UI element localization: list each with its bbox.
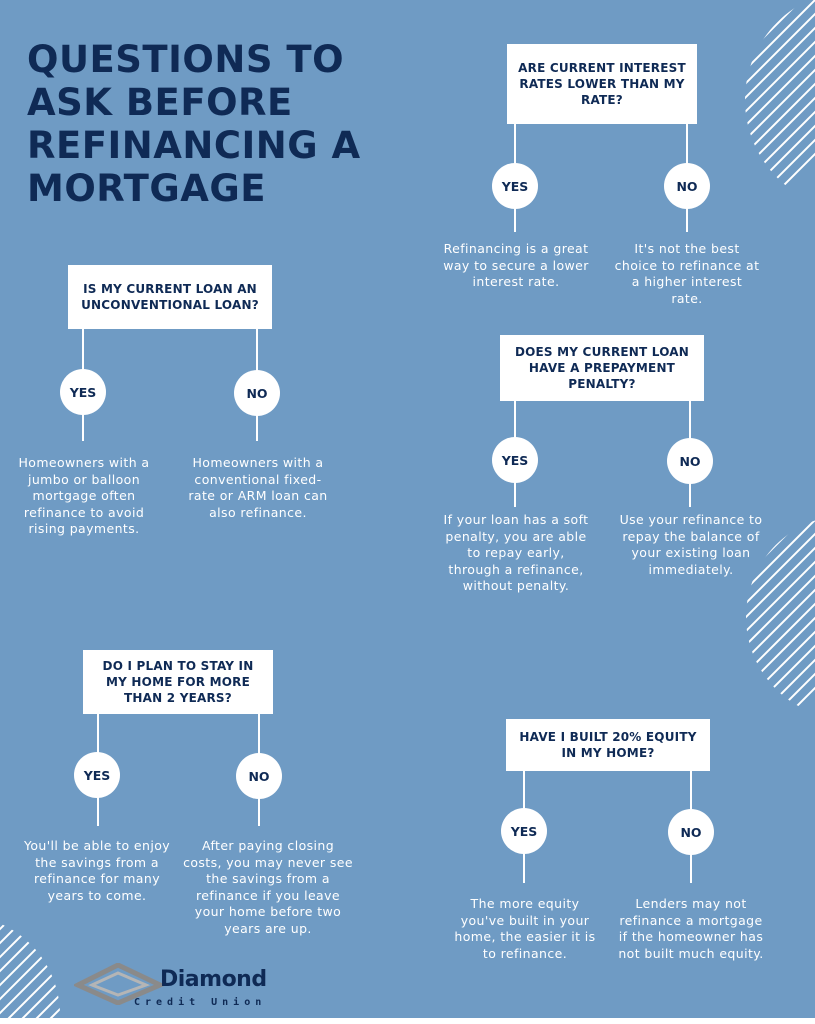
yes-answer-text: You'll be able to enjoy the savings from a refinance for many years to come. bbox=[23, 838, 171, 903]
no-node: NO bbox=[667, 438, 713, 484]
page-title: QUESTIONS TO ASK BEFORE REFINANCING A MORTGAGE bbox=[27, 38, 361, 210]
no-answer-text: It's not the best choice to refinance at a higher interest rate. bbox=[614, 241, 760, 306]
question-box: DOES MY CURRENT LOAN HAVE A PREPAYMENT PENALTY? bbox=[500, 335, 704, 401]
question-box: DO I PLAN TO STAY IN MY HOME FOR MORE THAN 2 YEARS? bbox=[83, 650, 273, 714]
yes-answer-text: Homeowners with a jumbo or balloon mortgage often refinance to avoid rising payments. bbox=[18, 455, 150, 537]
logo-name: Diamond bbox=[160, 967, 267, 992]
yes-answer-text: If your loan has a soft penalty, you are able to repay early, through a refinance, without penalty. bbox=[443, 512, 589, 594]
yes-node: YES bbox=[501, 808, 547, 854]
no-node: NO bbox=[664, 163, 710, 209]
yes-node: YES bbox=[60, 369, 106, 415]
logo-subtitle: Credit Union bbox=[134, 997, 267, 1008]
question-box: HAVE I BUILT 20% EQUITY IN MY HOME? bbox=[506, 719, 710, 771]
question-box: IS MY CURRENT LOAN AN UNCONVENTIONAL LOAN? bbox=[68, 265, 272, 329]
yes-node: YES bbox=[74, 752, 120, 798]
question-box: ARE CURRENT INTEREST RATES LOWER THAN MY RATE? bbox=[507, 44, 697, 124]
yes-node: YES bbox=[492, 437, 538, 483]
decorative-stripes-bottom-left bbox=[0, 905, 62, 1018]
no-answer-text: After paying closing costs, you may never see the savings from a refinance if you leave your home before two years are up. bbox=[183, 838, 353, 936]
no-answer-text: Homeowners with a conventional fixed-rate or ARM loan can also refinance. bbox=[188, 455, 328, 520]
yes-answer-text: Refinancing is a great way to secure a lower interest rate. bbox=[443, 241, 589, 290]
decorative-stripes-top-right bbox=[745, 0, 815, 215]
diamond-credit-union-logo bbox=[74, 963, 274, 1013]
no-node: NO bbox=[668, 809, 714, 855]
no-answer-text: Lenders may not refinance a mortgage if the homeowner has not built much equity. bbox=[618, 896, 764, 961]
yes-answer-text: The more equity you've built in your home, the easier it is to refinance. bbox=[454, 896, 596, 961]
no-answer-text: Use your refinance to repay the balance of your existing loan immediately. bbox=[619, 512, 763, 577]
yes-node: YES bbox=[492, 163, 538, 209]
no-node: NO bbox=[234, 370, 280, 416]
bottom-border bbox=[0, 1018, 815, 1024]
no-node: NO bbox=[236, 753, 282, 799]
